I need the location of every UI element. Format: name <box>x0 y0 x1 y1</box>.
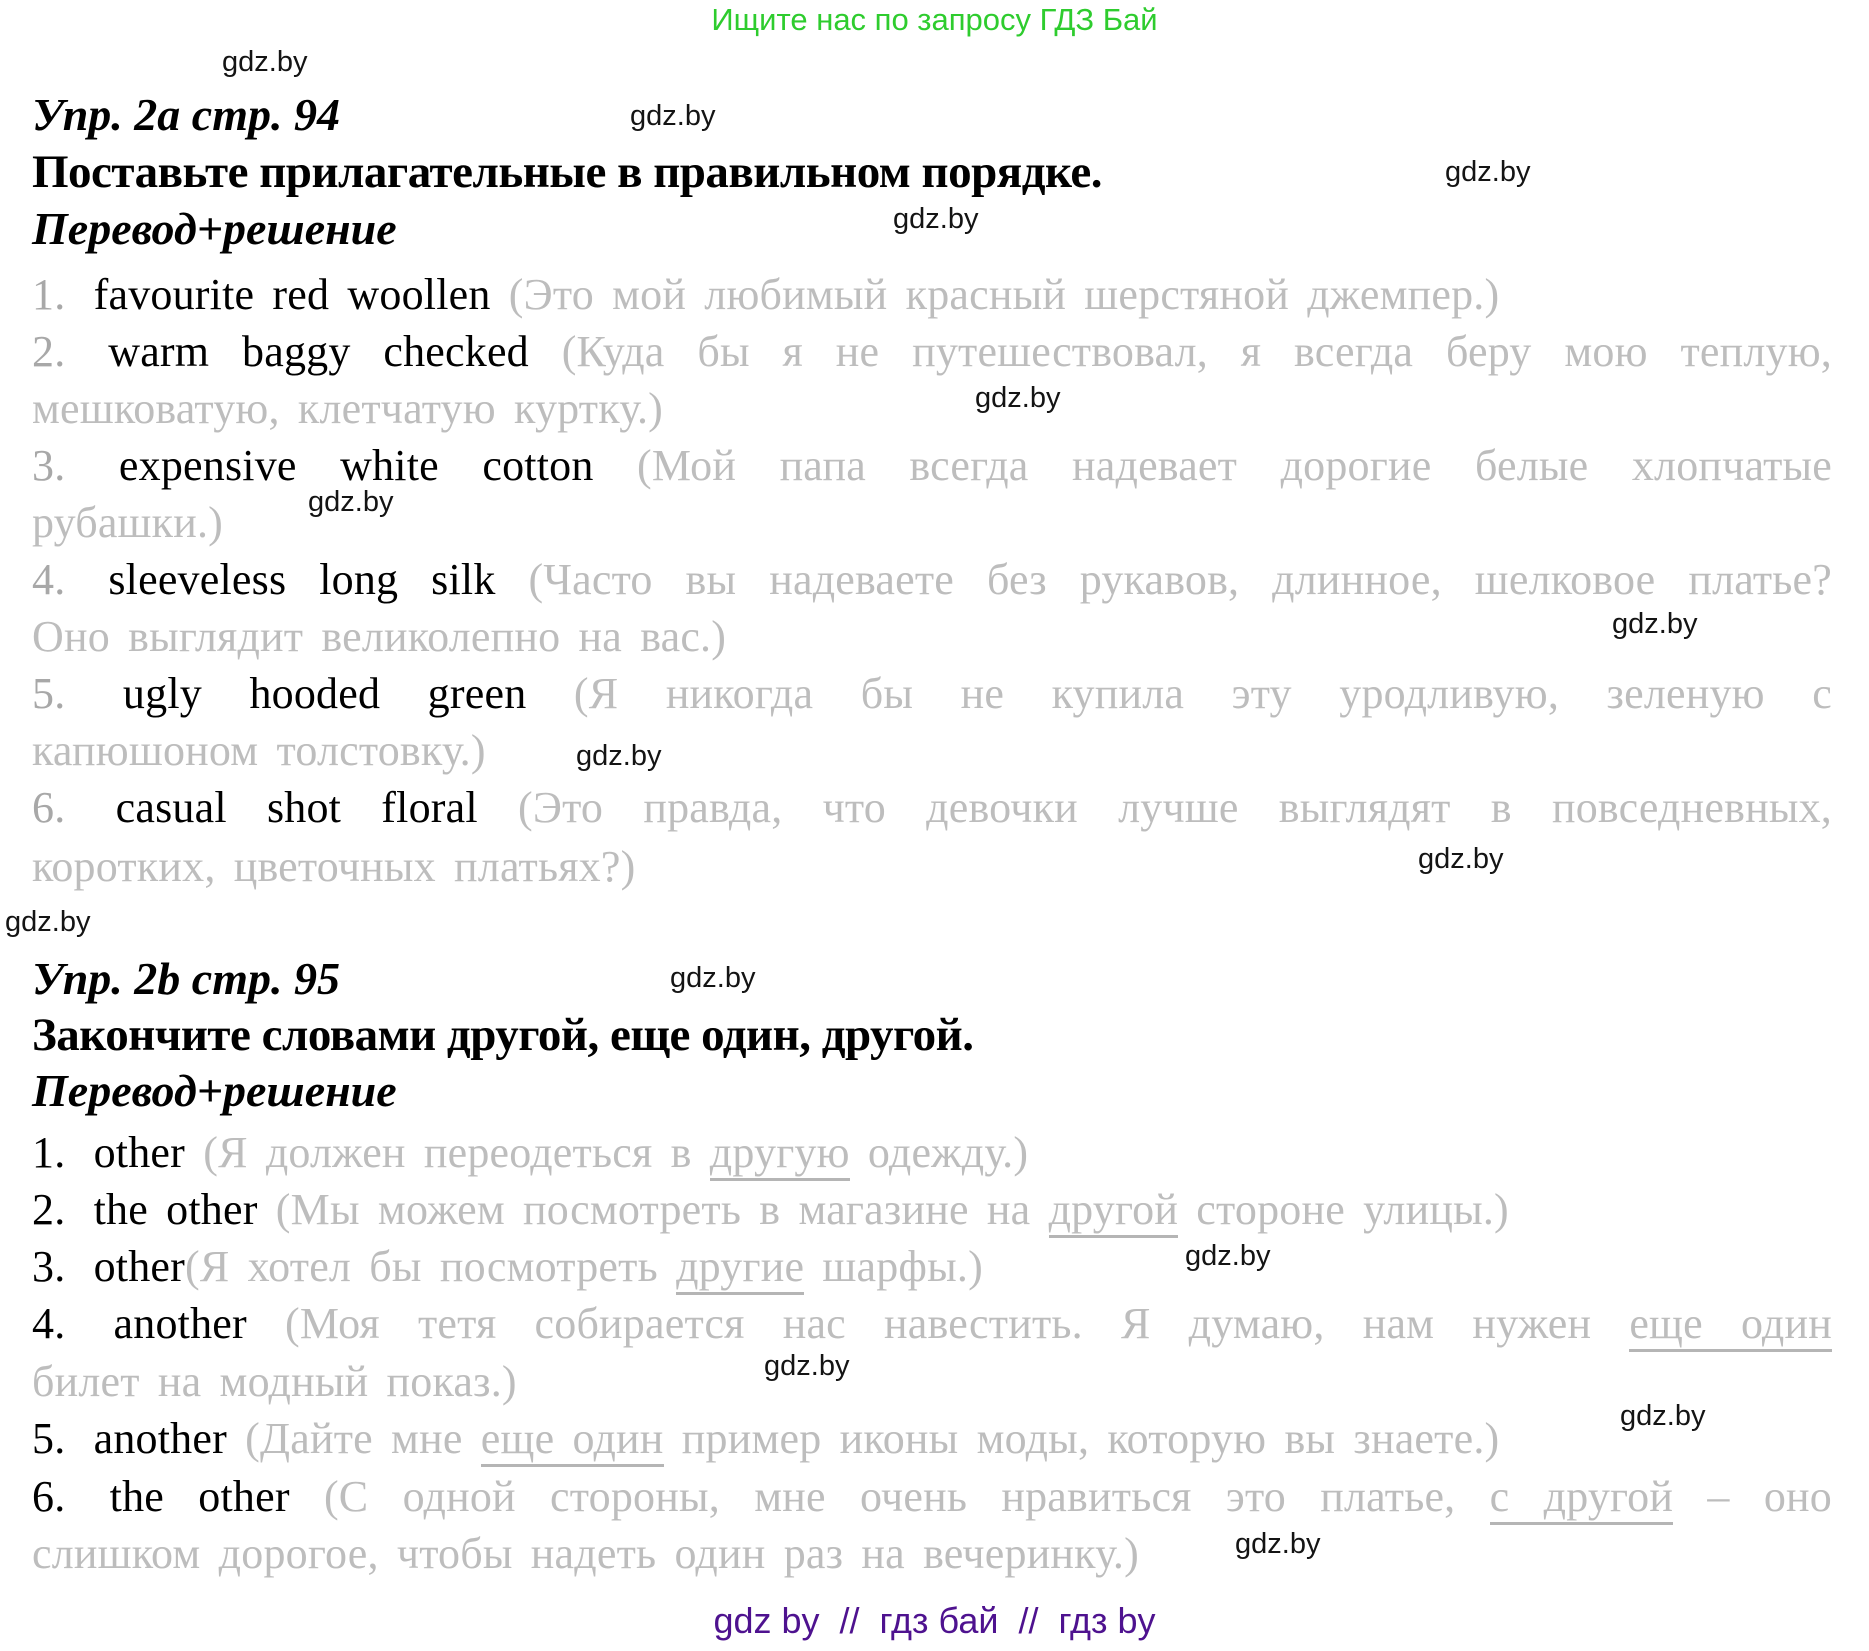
answer-en: other <box>75 1128 204 1177</box>
translation-ru: билет на модный показ.) <box>32 1357 517 1406</box>
item-number: 2. <box>32 327 66 376</box>
watermark: gdz.by <box>1612 608 1698 640</box>
watermark: gdz.by <box>1445 156 1531 188</box>
translation-ru: (Куда бы я не путешествовал, я всегда беру мою теплую, <box>561 327 1832 376</box>
list-item-2a-4 <box>32 553 1832 607</box>
translation-ru: (Дайте мне еще один пример иконы моды, которую вы знаете.) <box>245 1414 1499 1467</box>
translation-ru: (Я никогда бы не купила эту уродливую, зеленую с <box>573 669 1832 718</box>
list-item-2a-4-cont <box>32 610 1832 664</box>
answer-en: the other <box>75 1472 324 1521</box>
underlined-word: другие <box>676 1242 804 1295</box>
answer-en: sleeveless long silk <box>75 555 529 604</box>
exercise-2b-subtitle: Перевод+решение <box>32 1065 397 1116</box>
list-item-2a-3 <box>32 439 1832 493</box>
watermark: gdz.by <box>630 100 716 132</box>
item-number: 4. <box>32 1299 66 1348</box>
list-item-2b-4 <box>32 1297 1832 1351</box>
watermark: gdz.by <box>764 1350 850 1382</box>
list-item-2b-4-cont <box>32 1355 1832 1409</box>
watermark: gdz.by <box>222 46 308 78</box>
list-item-2b-2 <box>32 1183 1832 1237</box>
translation-ru: коротких, цветочных платьях?) <box>32 842 636 891</box>
footer-links: gdz by // гдз бай // гдз by <box>713 1600 1156 1641</box>
translation-ru: (Мой папа всегда надевает дорогие белые хлопчатые <box>637 441 1832 490</box>
translation-ru: (Мы можем посмотреть в магазине на другой стороне улицы.) <box>276 1185 1509 1238</box>
item-number: 3. <box>32 1242 66 1291</box>
item-number: 3. <box>32 441 66 490</box>
list-item-2a-6 <box>32 781 1832 835</box>
watermark: gdz.by <box>1235 1528 1321 1560</box>
exercise-2a-subtitle: Перевод+решение <box>32 203 397 254</box>
exercise-2b-title: Упр. 2b стр. 95 <box>32 953 341 1004</box>
item-number: 6. <box>32 783 66 832</box>
underlined-word: с другой <box>1490 1472 1674 1525</box>
list-item-2b-5 <box>32 1412 1832 1466</box>
list-item-2b-6-cont <box>32 1527 1832 1581</box>
answer-en: casual shot floral <box>75 783 518 832</box>
exercise-2b-task: Закончите словами другой, еще один, другой. <box>32 1009 974 1061</box>
list-item-2a-6-cont <box>32 840 1832 894</box>
item-number: 1. <box>32 1128 66 1177</box>
list-item-2a-2-cont <box>32 382 1832 436</box>
list-item-2b-3 <box>32 1240 1832 1294</box>
list-item-2b-6 <box>32 1470 1832 1524</box>
item-number: 6. <box>32 1472 66 1521</box>
translation-ru: (С одной стороны, мне очень нравиться это платье, с другой – оно <box>324 1472 1832 1525</box>
watermark: gdz.by <box>576 740 662 772</box>
translation-ru: (Часто вы надеваете без рукавов, длинное, шелковое платье? <box>528 555 1832 604</box>
translation-ru: (Это правда, что девочки лучше выглядят в повседневных, <box>517 783 1832 832</box>
list-item-2b-1 <box>32 1126 1832 1180</box>
item-number: 2. <box>32 1185 66 1234</box>
watermark: gdz.by <box>670 962 756 994</box>
translation-ru: мешковатую, клетчатую куртку.) <box>32 384 664 433</box>
answer-en: expensive white cotton <box>75 441 638 490</box>
answer-en: ugly hooded green <box>75 669 574 718</box>
translation-ru: (Я хотел бы посмотреть другие шарфы.) <box>185 1242 983 1295</box>
item-number: 4. <box>32 555 66 604</box>
watermark: gdz.by <box>5 906 91 938</box>
translation-ru: рубашки.) <box>32 498 224 547</box>
watermark: gdz.by <box>308 486 394 518</box>
translation-ru: Оно выглядит великолепно на вас.) <box>32 612 727 661</box>
underlined-word: другую <box>710 1128 850 1181</box>
list-item-2a-1 <box>32 268 1832 322</box>
promo-banner: Ищите нас по запросу ГДЗ Бай <box>711 2 1158 37</box>
translation-ru: (Это мой любимый красный шерстяной джемпер.) <box>508 270 1500 319</box>
answer-en: other <box>75 1242 186 1291</box>
watermark: gdz.by <box>893 203 979 235</box>
list-item-2a-5-cont <box>32 724 1832 778</box>
item-number: 5. <box>32 1414 66 1463</box>
list-item-2a-3-cont <box>32 496 1832 550</box>
answer-en: another <box>75 1414 246 1463</box>
answer-en: warm baggy checked <box>75 327 562 376</box>
translation-ru: капюшоном толстовку.) <box>32 726 486 775</box>
exercise-2a-task: Поставьте прилагательные в правильном порядке. <box>32 146 1103 198</box>
watermark: gdz.by <box>1620 1400 1706 1432</box>
answer-en: favourite red woollen <box>75 270 509 319</box>
underlined-word: другой <box>1049 1185 1179 1238</box>
item-number: 5. <box>32 669 66 718</box>
answer-en: the other <box>75 1185 276 1234</box>
exercise-2a-title: Упр. 2а стр. 94 <box>32 89 341 140</box>
watermark: gdz.by <box>1185 1240 1271 1272</box>
item-number: 1. <box>32 270 66 319</box>
list-item-2a-2 <box>32 325 1832 379</box>
underlined-word: еще один <box>481 1414 664 1467</box>
list-item-2a-5 <box>32 667 1832 721</box>
watermark: gdz.by <box>1418 843 1504 875</box>
watermark: gdz.by <box>975 382 1061 414</box>
answer-en: another <box>75 1299 285 1348</box>
translation-ru: (Я должен переодеться в другую одежду.) <box>203 1128 1028 1181</box>
translation-ru: слишком дорогое, чтобы надеть один раз на вечеринку.) <box>32 1529 1139 1578</box>
translation-ru: (Моя тетя собирается нас навестить. Я думаю, нам нужен еще один <box>285 1299 1832 1352</box>
underlined-word: еще один <box>1629 1299 1832 1352</box>
